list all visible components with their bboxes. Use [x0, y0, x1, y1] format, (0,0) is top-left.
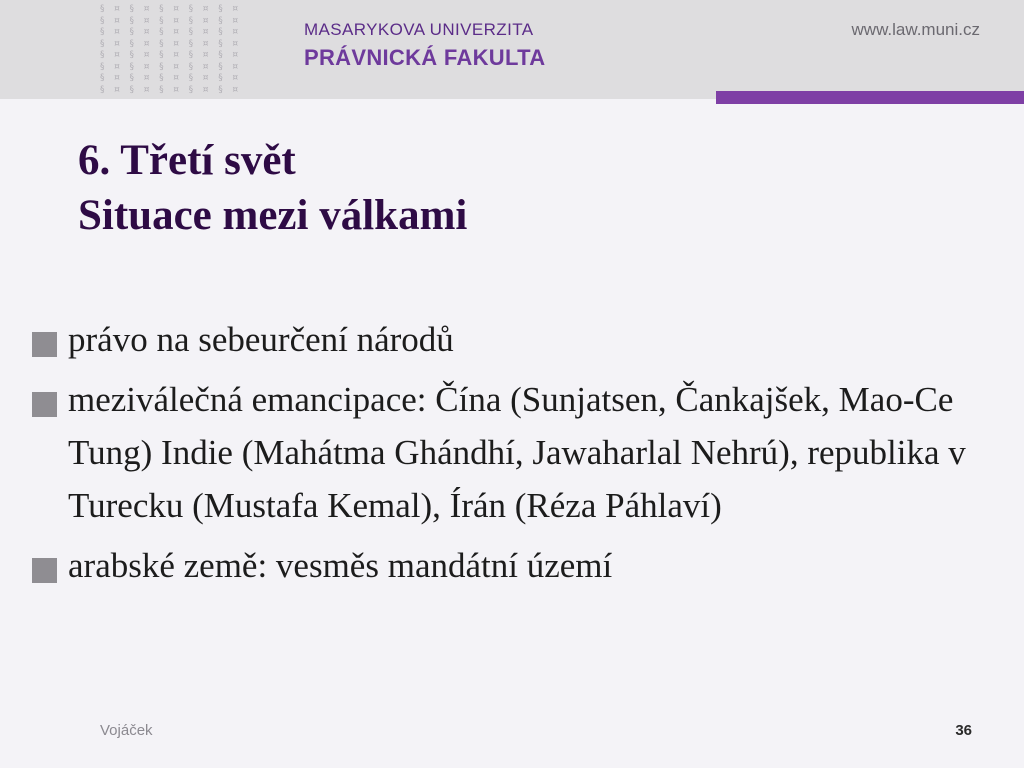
- website-link[interactable]: www.law.muni.cz: [851, 20, 980, 39]
- logo-pattern: § ¤ § ¤ § ¤ § ¤ § ¤ § ¤ § ¤ § ¤ § ¤ § ¤ § ¤ § ¤ § ¤ § ¤ § ¤ § ¤ § ¤ § ¤ § ¤ § ¤ § ¤ § ¤ § ¤ § ¤ § ¤ § ¤ § ¤ § ¤ § ¤ § ¤ § ¤ § ¤ § ¤ § ¤ § ¤ § ¤ § ¤ § ¤ § ¤ § ¤: [100, 4, 242, 95]
- accent-bar: [716, 91, 1024, 104]
- bullet-list: [32, 313, 992, 599]
- header-bar: [0, 0, 1024, 99]
- slide-title-line2: Situace mezi válkami: [78, 192, 468, 239]
- square-bullet-icon: [32, 558, 57, 583]
- bullet-item: [32, 313, 992, 366]
- page-number: 36: [955, 722, 972, 739]
- bullet-text: meziválečná emancipace: Čína (Sunjatsen, Čankajšek, Mao-Ce Tung) Indie (Mahátma Ghándhí, Jawaharlal Nehrú), republika v Turecku (Mustafa Kemal), Írán (Réza Páhlaví): [68, 380, 966, 525]
- bullet-text: právo na sebeurčení národů: [68, 320, 454, 359]
- bullet-item: [32, 373, 992, 532]
- university-name: MASARYKOVA UNIVERZITA: [304, 20, 534, 39]
- slide-title-line1: 6. Třetí svět: [78, 137, 296, 184]
- square-bullet-icon: [32, 332, 57, 357]
- footer-author: Vojáček: [100, 722, 153, 739]
- slide-title: [78, 133, 467, 243]
- faculty-name: PRÁVNICKÁ FAKULTA: [304, 45, 546, 70]
- bullet-item: [32, 539, 992, 592]
- bullet-text: arabské země: vesměs mandátní území: [68, 546, 613, 585]
- square-bullet-icon: [32, 392, 57, 417]
